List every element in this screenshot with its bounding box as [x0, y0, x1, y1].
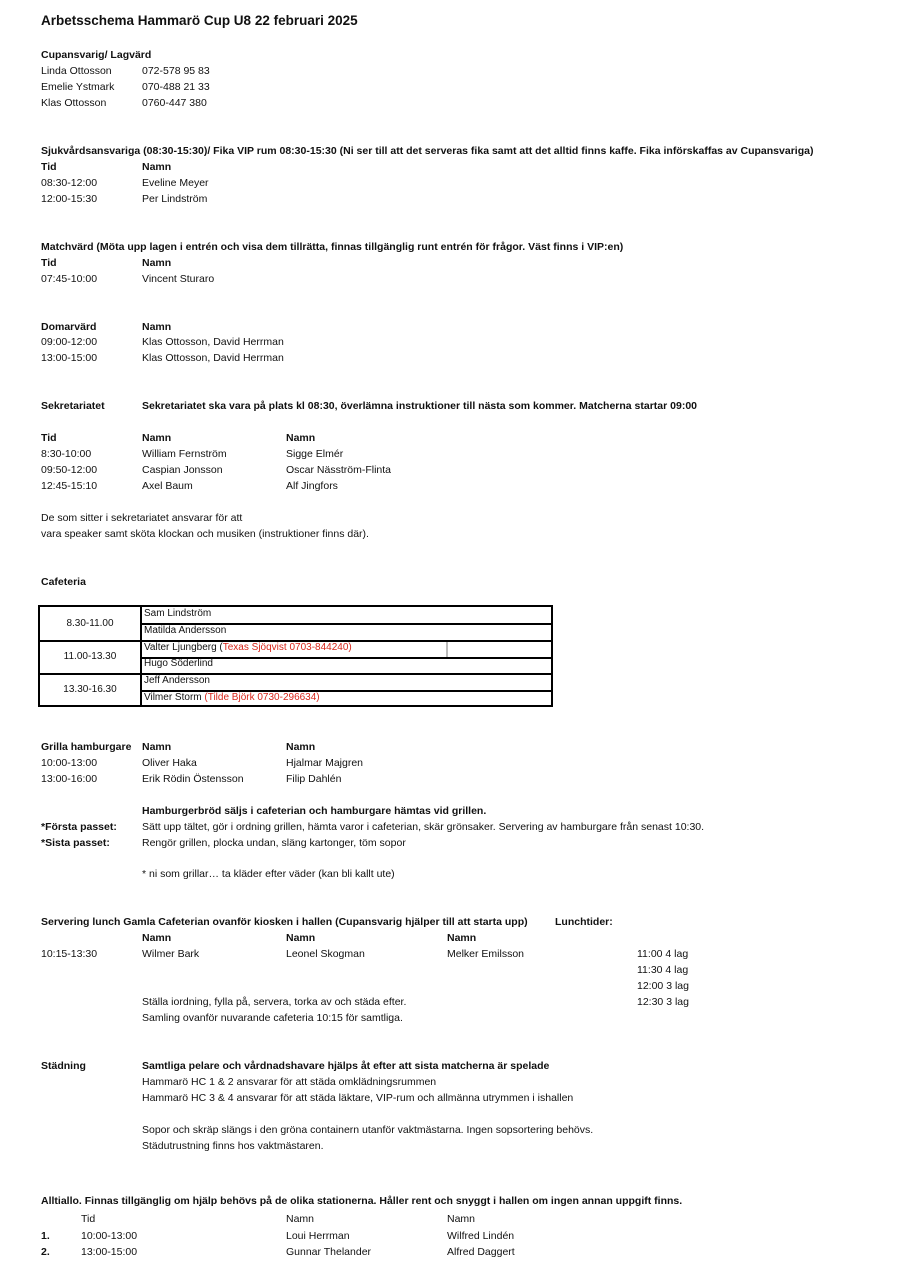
col-tid: Tid	[41, 161, 57, 173]
col-namn: Namn	[286, 741, 316, 753]
page-title: Arbetsschema Hammarö Cup U8 22 februari 2025	[41, 13, 358, 28]
stadning-line: Hammarö HC 1 & 2 ansvarar för att städa omklädningsrummen	[142, 1076, 437, 1088]
row-tid: 13:00-15:00	[41, 352, 98, 364]
cafeteria-name: Hugo Söderlind	[144, 658, 213, 669]
row-tid: 13:00-15:00	[81, 1246, 138, 1258]
grilla-first-label: *Första passet:	[41, 821, 117, 833]
cafeteria-slot-time: 8.30-11.00	[66, 618, 114, 629]
row-tid: 8:30-10:00	[41, 448, 92, 460]
row-namn: Caspian Jonsson	[142, 464, 223, 476]
col-namn: Namn	[286, 932, 316, 944]
cafeteria-name: Vilmer Storm (Tilde Björk 0730-296634)	[144, 692, 320, 703]
col-namn: Namn	[286, 1213, 315, 1225]
col-namn: Namn	[142, 161, 172, 173]
stadning-line: Sopor och skräp slängs i den gröna containern utanför vaktmästarna. Ingen sopsortering behövs.	[142, 1124, 594, 1136]
row-tid: 07:45-10:00	[41, 273, 98, 285]
cafeteria-name: Matilda Andersson	[144, 625, 227, 636]
stadning-line: Hammarö HC 3 & 4 ansvarar för att städa läktare, VIP-rum och allmänna utrymmen i ishallen	[142, 1092, 574, 1104]
row-number: 2.	[41, 1246, 50, 1258]
row-tid: 09:00-12:00	[41, 336, 98, 348]
sekretariatet-info: Sekretariatet ska vara på plats kl 08:30, överlämna instruktioner till nästa som kommer. Matcherna startar 09:00	[142, 400, 698, 412]
row-namn: Klas Ottosson, David Herrman	[142, 352, 284, 364]
grilla-last-text: Rengör grillen, plocka undan, släng kartonger, töm sopor	[142, 837, 406, 849]
row-tid: 13:00-16:00	[41, 773, 98, 785]
grilla-heading: Grilla hamburgare	[41, 741, 132, 753]
col-namn: Namn	[142, 257, 172, 269]
sjukvard-heading: Sjukvårdsansvariga (08:30-15:30)/ Fika VIP rum 08:30-15:30 (Ni ser till att det serveras fika samt att det alltid finns kaffe. Fika införskaffas av Cupansvariga)	[41, 145, 814, 157]
row-namn: William Fernström	[142, 448, 227, 460]
cafeteria-name: Jeff Andersson	[144, 675, 210, 686]
row-namn: Melker Emilsson	[447, 948, 525, 960]
row-namn: Filip Dahlén	[286, 773, 342, 785]
row-namn: Gunnar Thelander	[286, 1246, 372, 1258]
row-tid: 09:50-12:00	[41, 464, 98, 476]
row-tid: 12:45-15:10	[41, 480, 98, 492]
row-namn: Hjalmar Majgren	[286, 757, 364, 769]
sekretariatet-heading: Sekretariatet	[41, 400, 105, 412]
servering-note: Samling ovanför nuvarande cafeteria 10:15 för samtliga.	[142, 1012, 403, 1024]
row-namn: Klas Ottosson, David Herrman	[142, 336, 284, 348]
col-namn: Namn	[142, 932, 172, 944]
row-namn: Alfred Daggert	[447, 1246, 515, 1258]
col-namn: Namn	[286, 432, 316, 444]
stadning-line: Städutrustning finns hos vaktmästaren.	[142, 1140, 324, 1152]
sekretariatet-note: De som sitter i sekretariatet ansvarar för att	[41, 512, 243, 524]
cafeteria-name: Sam Lindström	[144, 608, 212, 619]
row-namn: Oscar Näsström-Flinta	[286, 464, 392, 476]
sekretariatet-note: vara speaker samt sköta klockan och musiken (instruktioner finns där).	[41, 528, 369, 540]
lunch-time: 12:00 3 lag	[637, 980, 689, 992]
col-tid: Tid	[41, 257, 57, 269]
row-number: 1.	[41, 1230, 50, 1242]
row-namn: Leonel Skogman	[286, 948, 365, 960]
grilla-info: Hamburgerbröd säljs i cafeterian och hamburgare hämtas vid grillen.	[142, 805, 487, 817]
contact-phone: 0760-447 380	[142, 97, 207, 109]
col-tid: Tid	[81, 1213, 96, 1225]
lunch-time: 11:30 4 lag	[637, 964, 689, 976]
row-tid: 10:00-13:00	[41, 757, 98, 769]
row-namn: Erik Rödin Östensson	[142, 773, 244, 785]
contact-phone: 072-578 95 83	[142, 65, 210, 77]
row-namn: Oliver Haka	[142, 757, 197, 769]
cafeteria-slot-time: 11.00-13.30	[63, 651, 117, 662]
cafeteria-substitute: (Tilde Björk 0730-296634)	[204, 692, 320, 703]
table-divider	[446, 642, 448, 657]
row-namn: Vincent Sturaro	[142, 273, 215, 285]
grilla-note: * ni som grillar… ta kläder efter väder (kan bli kallt ute)	[142, 868, 395, 880]
row-namn: Loui Herrman	[286, 1230, 350, 1242]
col-namn: Namn	[447, 932, 477, 944]
cafeteria-heading: Cafeteria	[41, 576, 86, 588]
cafeteria-table	[38, 605, 553, 707]
lunch-time: 11:00 4 lag	[637, 948, 689, 960]
row-tid: 10:15-13:30	[41, 948, 98, 960]
servering-note: Ställa iordning, fylla på, servera, torka av och städa efter.	[142, 996, 407, 1008]
row-namn: Eveline Meyer	[142, 177, 209, 189]
table-divider	[40, 673, 553, 675]
row-namn: Wilfred Lindén	[447, 1230, 515, 1242]
col-namn: Namn	[142, 321, 172, 333]
lunch-heading: Lunchtider:	[555, 916, 613, 928]
col-namn: Namn	[142, 741, 172, 753]
row-namn: Sigge Elmér	[286, 448, 344, 460]
row-tid: 10:00-13:00	[81, 1230, 138, 1242]
stadning-bold-line: Samtliga pelare och vårdnadshavare hjälps åt efter att sista matcherna är spelade	[142, 1060, 550, 1072]
col-namn: Namn	[447, 1213, 476, 1225]
contact-name: Emelie Ystmark	[41, 81, 115, 93]
row-namn: Wilmer Bark	[142, 948, 200, 960]
contact-name: Linda Ottosson	[41, 65, 112, 77]
lunch-time: 12:30 3 lag	[637, 996, 689, 1008]
contact-name: Klas Ottosson	[41, 97, 107, 109]
matchvard-heading: Matchvärd (Möta upp lagen i entrén och visa dem tillrätta, finnas tillgänglig runt entrén för frågor. Väst finns i VIP:en)	[41, 241, 624, 253]
cafeteria-name: Valter Ljungberg (Texas Sjöqvist 0703-844240)	[144, 642, 352, 653]
cupansvarig-heading: Cupansvarig/ Lagvärd	[41, 49, 152, 61]
row-namn: Per Lindström	[142, 193, 208, 205]
stadning-heading: Städning	[41, 1060, 86, 1072]
alltiallo-heading: Alltiallo. Finnas tillgänglig om hjälp behövs på de olika stationerna. Håller rent och snyggt i hallen om ingen annan uppgift finns.	[41, 1195, 683, 1207]
grilla-last-label: *Sista passet:	[41, 837, 110, 849]
cafeteria-slot-time: 13.30-16.30	[63, 684, 117, 695]
col-namn: Namn	[142, 432, 172, 444]
servering-heading: Servering lunch Gamla Cafeterian ovanför kiosken i hallen (Cupansvarig hjälper till att starta upp)	[41, 916, 528, 928]
row-namn: Axel Baum	[142, 480, 193, 492]
row-tid: 12:00-15:30	[41, 193, 98, 205]
col-tid: Tid	[41, 432, 57, 444]
domarvard-heading: Domarvärd	[41, 321, 97, 333]
grilla-first-text: Sätt upp tältet, gör i ordning grillen, hämta varor i cafeterian, skär grönsaker. Servering av hamburgare från senast 10:30.	[142, 821, 705, 833]
contact-phone: 070-488 21 33	[142, 81, 210, 93]
row-namn: Alf Jingfors	[286, 480, 338, 492]
row-tid: 08:30-12:00	[41, 177, 98, 189]
cafeteria-substitute: Texas Sjöqvist 0703-844240)	[222, 642, 352, 653]
